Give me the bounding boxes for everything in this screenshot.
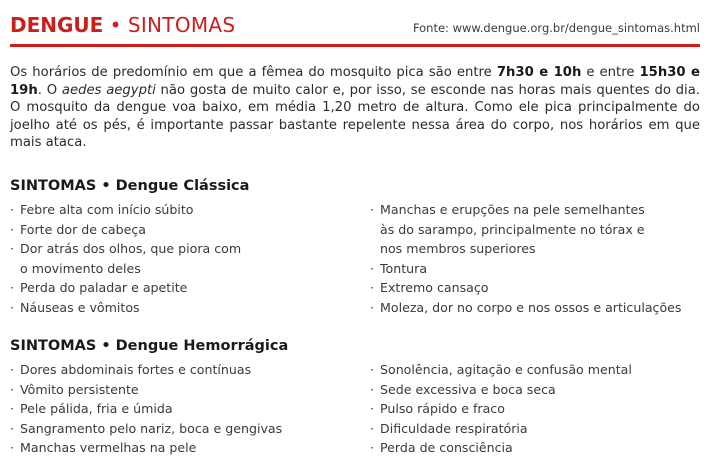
section-title-hemorragica: SINTOMAS • Dengue Hemorrágica [10, 338, 289, 354]
intro-time-2: 15h30 e 19h [10, 65, 700, 98]
intro-paragraph [10, 64, 700, 152]
symptom-list-left [10, 200, 370, 317]
source-citation: Fonte: www.dengue.org.br/dengue_sintomas.html [412, 21, 700, 35]
symptom-columns-classica [10, 200, 700, 317]
intro-time-1: 7h30 e 10h [496, 65, 582, 80]
list-item: · Forte dor de cabeça [10, 220, 370, 240]
list-item: · Moleza, dor no corpo e nos ossos e articulações [370, 298, 700, 318]
list-item: · Dor atrás dos olhos, que piora com [10, 239, 370, 259]
list-item-continuation: nos membros superiores [380, 241, 536, 256]
list-item: · Dores abdominais fortes e contínuas [10, 360, 370, 380]
list-item: · Pele pálida, fria e úmida [10, 399, 370, 419]
symptom-list-left [10, 360, 370, 458]
symptom-list-right [370, 200, 700, 317]
list-item: · Febre alta com início súbito [10, 200, 370, 220]
list-item: · Pulso rápido e fraco [370, 399, 700, 419]
list-item-continuation: às do sarampo, principalmente no tórax e [380, 221, 645, 237]
list-item: · Perda de consciência [370, 438, 700, 458]
section-dengue-classica [10, 176, 700, 317]
list-item: · Dificuldade respiratória [370, 419, 700, 439]
intro-text-3: . O [37, 82, 62, 98]
page-header [10, 10, 700, 42]
list-item: · Manchas e erupções na pele semelhantes [370, 200, 700, 220]
intro-text-4: não gosta de muito calor e, por isso, se esconde nas horas mais quentes do dia. O mosquito da dengue voa baixo, em média 1,20 metro de altura. Como ele pica principalmente do joelho até os pés, é importante passar bastante repelente nessa área do corpo, nos horários em que mais ataca. [10, 82, 700, 150]
list-item: · Vômito persistente [10, 380, 370, 400]
symptom-columns-hemorragica [10, 360, 700, 458]
intro-text-1: Os horários de predomínio em que a fêmea do mosquito pica são entre [10, 65, 497, 80]
section-dengue-hemorragica [10, 336, 700, 458]
list-item: · Sangramento pelo nariz, boca e gengivas [10, 419, 370, 439]
list-item: · Perda do paladar e apetite [10, 278, 370, 298]
title-main: DENGUE [10, 13, 104, 37]
header-divider [10, 44, 700, 47]
section-title-classica: SINTOMAS • Dengue Clássica [10, 178, 250, 194]
list-item: · Sede excessiva e boca seca [370, 380, 700, 400]
title-sub: SINTOMAS [127, 13, 236, 37]
intro-text-2: e entre [581, 65, 640, 80]
list-item: · Extremo cansaço [370, 278, 700, 298]
list-item: · Náuseas e vômitos [10, 298, 370, 318]
symptom-list-right [370, 360, 700, 458]
page-title [10, 12, 235, 38]
title-separator: • [103, 13, 128, 37]
intro-species: aedes aegypti [61, 82, 156, 98]
list-item: · Tontura [370, 259, 700, 279]
list-item: · Manchas vermelhas na pele [10, 438, 370, 458]
list-item-continuation: o movimento deles [20, 260, 141, 276]
list-item: · Sonolência, agitação e confusão mental [370, 360, 700, 380]
